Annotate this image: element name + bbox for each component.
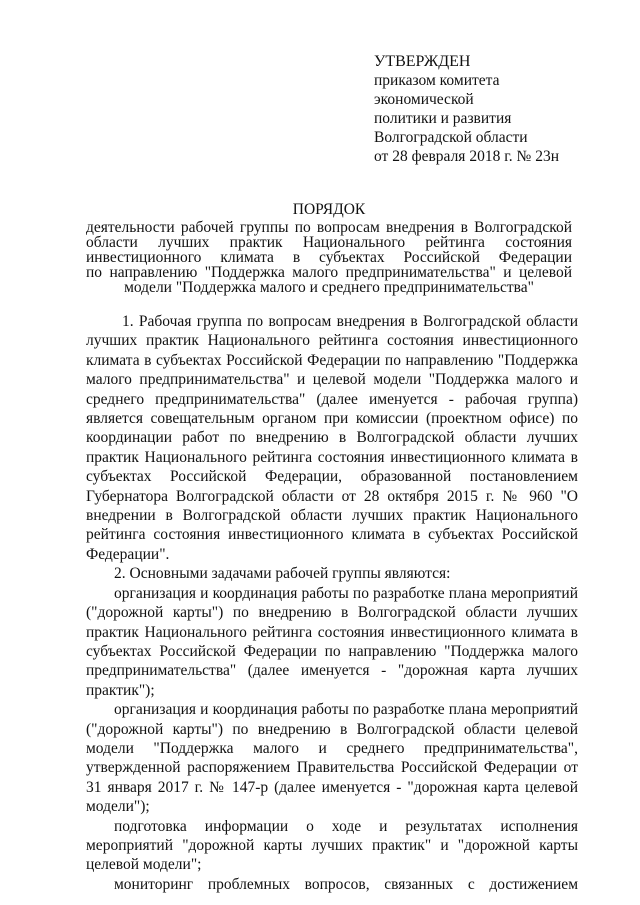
- body-line: субъектах Российской Федерации по направлению "Поддержка малого: [86, 642, 578, 660]
- approval-line: Волгоградской области: [374, 129, 528, 146]
- heading-line: по направлению "Поддержка малого предпринимательства" и целевой: [86, 264, 572, 281]
- heading-line: деятельности рабочей группы по вопросам внедрения в Волгоградской: [86, 219, 572, 236]
- body-line: координации работ по внедрению в Волгоградской области лучших: [86, 429, 578, 447]
- document-body: [86, 312, 578, 894]
- document-heading: [86, 202, 572, 295]
- body-line: климата в субъектах Российской Федерации по направлению "Поддержка: [86, 351, 578, 369]
- heading-title: ПОРЯДОК: [292, 201, 366, 218]
- body-line: организация и координация работы по разработке плана мероприятий: [114, 584, 578, 602]
- body-line: предпринимательства" (далее именуется - "дорожная карта лучших: [86, 662, 578, 680]
- body-line: ("дорожной карты") по внедрению в Волгоградской области целевой: [86, 720, 578, 738]
- approval-line: политики и развития: [374, 110, 512, 127]
- body-line: ("дорожной карты") по внедрению в Волгоградской области лучших: [86, 604, 578, 622]
- body-line: 31 января 2017 г. № 147-р (далее именуется - "дорожная карта целевой: [86, 778, 578, 796]
- body-line: Губернатора Волгоградской области от 28 октября 2015 г. № 960 "О: [86, 487, 578, 505]
- heading-line: инвестиционного климата в субъектах Российской Федерации: [86, 249, 572, 266]
- body-line: модели");: [86, 798, 150, 816]
- body-line: мониторинг проблемных вопросов, связанных с достижением: [114, 875, 578, 893]
- body-line: модели "Поддержка малого и среднего предпринимательства",: [86, 739, 578, 757]
- body-line: практик Национального рейтинга состояния инвестиционного климата в: [86, 623, 578, 641]
- body-line: лучших практик Национального рейтинга состояния инвестиционного: [86, 332, 578, 350]
- approval-title: УТВЕРЖДЕН: [374, 53, 471, 70]
- body-line: среднего предпринимательства" (далее именуется - рабочая группа): [86, 390, 578, 408]
- body-line: субъектах Российской Федерации, образованной постановлением: [86, 468, 578, 486]
- body-line: мероприятий "дорожной карты лучших практик" и "дорожной карты: [86, 836, 578, 854]
- body-line: малого предпринимательства" и целевой модели "Поддержка малого и: [86, 371, 578, 389]
- body-line: Федерации".: [86, 545, 170, 563]
- body-line: внедрении в Волгоградской области лучших практик Национального: [86, 507, 578, 525]
- heading-line: области лучших практик Национального рейтинга состояния: [86, 234, 572, 251]
- heading-line: модели "Поддержка малого и среднего предпринимательства": [124, 279, 534, 296]
- body-line: 2. Основными задачами рабочей группы являются:: [114, 565, 451, 583]
- body-line: целевой модели";: [86, 856, 202, 874]
- body-line: 1. Рабочая группа по вопросам внедрения в Волгоградской области: [122, 313, 578, 330]
- body-line: практик");: [86, 681, 155, 699]
- body-line: является совещательным органом при комиссии (проектном офисе) по: [86, 410, 578, 428]
- approval-stamp-block: [374, 52, 614, 166]
- approval-line: от 28 февраля 2018 г. № 23н: [374, 148, 560, 165]
- body-line: организация и координация работы по разработке плана мероприятий: [114, 701, 578, 719]
- body-line: практик Национального рейтинга состояния инвестиционного климата в: [86, 448, 578, 466]
- approval-line: экономической: [374, 91, 474, 108]
- body-line: рейтинга состояния инвестиционного климата в субъектах Российской: [86, 526, 578, 544]
- body-line: утвержденной распоряжением Правительства Российской Федерации от: [86, 759, 578, 777]
- body-line: подготовка информации о ходе и результатах исполнения: [114, 817, 578, 835]
- approval-line: приказом комитета: [374, 72, 500, 89]
